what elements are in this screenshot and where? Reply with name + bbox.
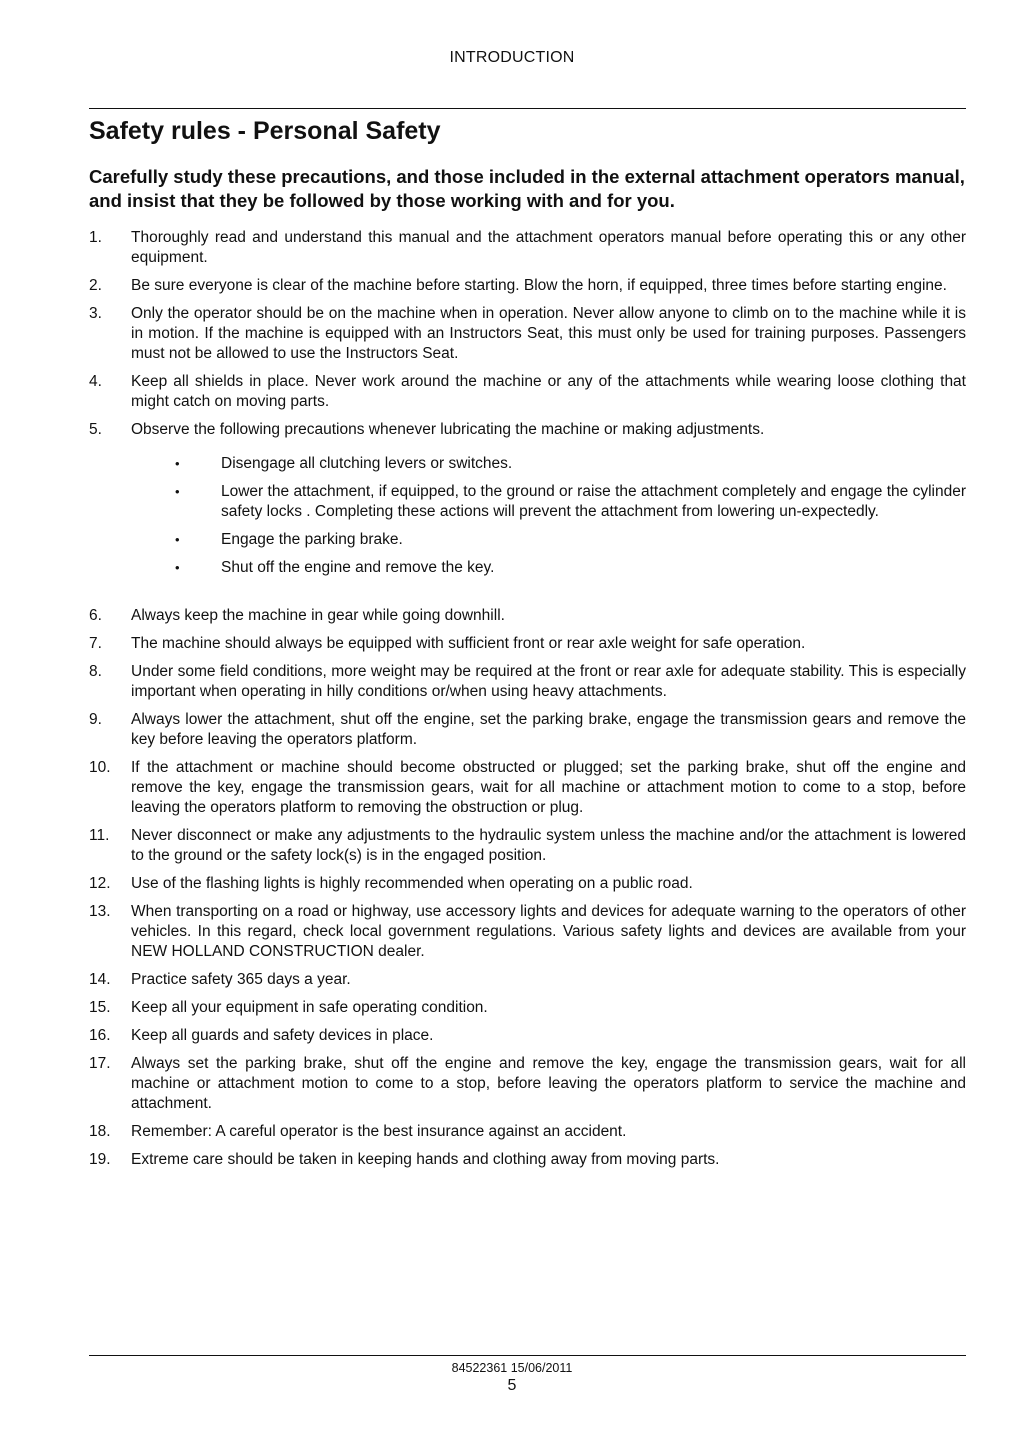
rule-text: Only the operator should be on the machine when in operation. Never allow anyone to climb on to the machine while it is in motion. If the machine is equipped with an Instructors Seat, this must only be used for training purposes. Passengers must not be allowed to use the Instructors Seat.: [131, 305, 966, 362]
rule-body: [131, 1026, 966, 1046]
rule-text: Never disconnect or make any adjustments to the hydraulic system unless the machine and/or the attachment is lowered to the ground or the safety lock(s) is in the engaged position.: [131, 827, 966, 864]
rule-number: 11.: [89, 827, 110, 844]
page-title: Safety rules - Personal Safety: [89, 117, 441, 145]
rule-number: 3.: [89, 305, 102, 322]
rule-number: 15.: [89, 999, 111, 1016]
rule-number: 17.: [89, 1055, 111, 1072]
rule-item: [89, 372, 966, 412]
precaution-item: [131, 530, 966, 550]
rule-text: Always lower the attachment, shut off the engine, set the parking brake, engage the transmission gears and remove the key before leaving the operators platform.: [131, 711, 966, 748]
rule-text: When transporting on a road or highway, use accessory lights and devices for adequate warning to the operators of other vehicles. In this regard, check local government regulations. Various safety lights and devices are available from your NEW HOLLAND CONSTRUCTION dealer.: [131, 903, 966, 960]
rule-text: Thoroughly read and understand this manual and the attachment operators manual before operating this or any other equipment.: [131, 229, 966, 266]
rule-item: [89, 1150, 966, 1170]
precaution-sublist: [131, 454, 966, 578]
rule-text: Practice safety 365 days a year.: [131, 971, 351, 988]
precaution-text: Shut off the engine and remove the key.: [221, 559, 495, 576]
rule-number: 12.: [89, 875, 111, 892]
rule-text: Keep all guards and safety devices in place.: [131, 1027, 434, 1044]
rule-body: [131, 662, 966, 702]
safety-rules-list: [89, 228, 966, 1178]
rule-body: [131, 1122, 966, 1142]
rule-item: [89, 826, 966, 866]
rule-text: The machine should always be equipped with sufficient front or rear axle weight for safe operation.: [131, 635, 806, 652]
rule-item: [89, 874, 966, 894]
bullet-icon: •: [175, 484, 180, 499]
rule-body: [131, 998, 966, 1018]
rule-item: [89, 634, 966, 654]
header-divider: [89, 108, 966, 109]
precaution-text: Engage the parking brake.: [221, 531, 403, 548]
rule-number: 19.: [89, 1151, 111, 1168]
rule-body: [131, 304, 966, 364]
rule-body: [131, 420, 966, 598]
rule-text: Extreme care should be taken in keeping hands and clothing away from moving parts.: [131, 1151, 720, 1168]
rule-text: Use of the flashing lights is highly recommended when operating on a public road.: [131, 875, 693, 892]
document-reference: 84522361 15/06/2011: [451, 1361, 573, 1375]
rule-body: [131, 710, 966, 750]
rule-body: [131, 228, 966, 268]
rule-text: Under some field conditions, more weight may be required at the front or rear axle for adequate stability. This is especially important when operating in hilly conditions or/when using heavy attachments.: [131, 663, 966, 700]
precaution-item: [131, 558, 966, 578]
bullet-icon: •: [175, 532, 180, 547]
rule-number: 18.: [89, 1123, 111, 1140]
rule-item: [89, 758, 966, 818]
rule-body: [131, 758, 966, 818]
rule-text: Remember: A careful operator is the best insurance against an accident.: [131, 1123, 627, 1140]
precaution-text: Lower the attachment, if equipped, to the ground or raise the attachment completely and engage the cylinder safety locks . Completing these actions will prevent the attachment from lowering un-expectedly.: [221, 483, 966, 520]
rule-text: Be sure everyone is clear of the machine before starting. Blow the horn, if equipped, three times before starting engine.: [131, 277, 947, 294]
rule-body: [131, 606, 966, 626]
rule-number: 9.: [89, 711, 102, 728]
rule-number: 8.: [89, 663, 102, 680]
running-header: INTRODUCTION: [449, 49, 575, 66]
rule-body: [131, 826, 966, 866]
rule-item: [89, 228, 966, 268]
rule-body: [131, 634, 966, 654]
footer-divider: [89, 1355, 966, 1356]
rule-number: 6.: [89, 607, 102, 624]
rule-item: [89, 662, 966, 702]
intro-paragraph: Carefully study these precautions, and those included in the external attachment operators manual, and insist that they be followed by those working with and for you.: [89, 166, 965, 211]
rule-text: Keep all shields in place. Never work around the machine or any of the attachments while wearing loose clothing that might catch on moving parts.: [131, 373, 966, 410]
rule-body: [131, 874, 966, 894]
precaution-item: [131, 482, 966, 522]
rule-item: [89, 304, 966, 364]
rule-number: 10.: [89, 759, 111, 776]
rule-number: 5.: [89, 421, 102, 438]
rule-number: 13.: [89, 903, 111, 920]
rule-text: If the attachment or machine should become obstructed or plugged; set the parking brake, shut off the engine and remove the key, engage the transmission gears, wait for all machine or attachment motion to come to a stop, before leaving the operators platform to removing the obstruction or plug.: [131, 759, 966, 816]
rule-body: [131, 902, 966, 962]
rule-item: [89, 1122, 966, 1142]
rule-item: [89, 276, 966, 296]
bullet-icon: •: [175, 560, 180, 575]
rule-number: 1.: [89, 229, 102, 246]
rule-number: 16.: [89, 1027, 111, 1044]
rule-body: [131, 276, 966, 296]
precaution-item: [131, 454, 966, 474]
rule-item: [89, 902, 966, 962]
rule-number: 4.: [89, 373, 102, 390]
page-number: 5: [507, 1377, 517, 1394]
rule-number: 7.: [89, 635, 102, 652]
rule-text: Keep all your equipment in safe operating condition.: [131, 999, 488, 1016]
rule-number: 14.: [89, 971, 111, 988]
rule-item: [89, 1054, 966, 1114]
rule-body: [131, 1054, 966, 1114]
precaution-text: Disengage all clutching levers or switches.: [221, 455, 513, 472]
rule-text: Always set the parking brake, shut off the engine and remove the key, engage the transmission gears, wait for all machine or attachment motion to come to a stop, before leaving the operators platform to service the machine and attachment.: [131, 1055, 966, 1112]
rule-item: [89, 606, 966, 626]
rule-body: [131, 372, 966, 412]
rule-body: [131, 970, 966, 990]
rule-text: Always keep the machine in gear while going downhill.: [131, 607, 505, 624]
bullet-icon: •: [175, 456, 180, 471]
rule-item: [89, 710, 966, 750]
rule-text: Observe the following precautions whenever lubricating the machine or making adjustments.: [131, 421, 765, 438]
rule-item: [89, 420, 966, 598]
rule-item: [89, 1026, 966, 1046]
rule-body: [131, 1150, 966, 1170]
rule-item: [89, 998, 966, 1018]
rule-number: 2.: [89, 277, 102, 294]
rule-item: [89, 970, 966, 990]
